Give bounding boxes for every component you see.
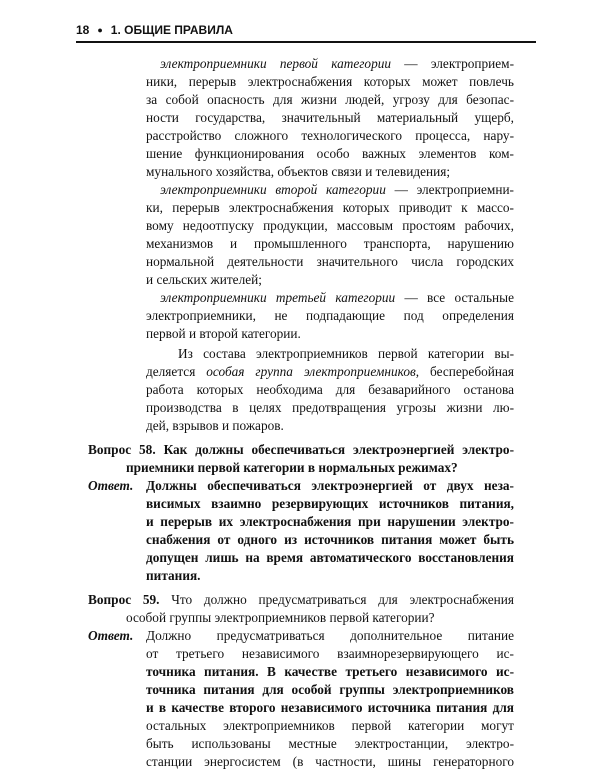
- term-category-3: электроприемники третьей категории: [160, 290, 396, 305]
- answer-59-line: от третьего независимого взаимнорезервирующего ис-: [146, 646, 514, 661]
- term-category-2: электроприемники второй категории: [160, 182, 386, 197]
- definition-line: электроприемники, не подпадающие под определения: [146, 308, 514, 323]
- definition-line: мунального хозяйства, объектов связи и телевидения;: [146, 164, 451, 179]
- paragraph-line: работа которых необходима для безаварийного останова: [146, 382, 514, 397]
- answer-58-line: висимых взаимно резервирующих источников питания,: [146, 496, 514, 511]
- answer-58-line: питания.: [146, 568, 201, 583]
- definition-line: нормальной деятельности значительного числа городских: [146, 254, 514, 269]
- answer-58-line: допущен лишь на время автоматического восстановления: [146, 550, 514, 565]
- running-header: [76, 22, 536, 38]
- answer-58-line: Должны обеспечиваться электроэнергией от двух неза-: [146, 478, 514, 493]
- definition-line: вому недоотпуску продукции, массовым простоям рабочих,: [146, 218, 514, 233]
- term-special-group: особая группа электроприемников: [206, 364, 416, 379]
- paragraph-line: производства в целях предотвращения угрозы жизни лю-: [146, 400, 514, 415]
- question-59-line: особой группы электроприемников первой категории?: [126, 610, 435, 625]
- answer-58-line: снабжения от одного из источников питания может быть: [146, 532, 514, 547]
- definition-line: расстройство сложного технологического процесса, нару-: [146, 128, 514, 143]
- term-category-1: электроприемники первой категории: [160, 56, 392, 71]
- header-bullet: ●: [97, 25, 103, 35]
- definition-line: первой и второй категории.: [146, 326, 301, 341]
- question-59-line: Вопрос 59. Что должно предусматриваться для электроснабжения: [88, 592, 514, 607]
- paragraph-line: деляется особая группа электроприемников, бесперебойная: [146, 364, 514, 379]
- definition-line: электроприемники второй категории — электроприемни-: [160, 182, 514, 197]
- answer-58-label: Ответ.: [88, 478, 134, 493]
- chapter-title: 1. ОБЩИЕ ПРАВИЛА: [110, 23, 233, 37]
- paragraph-line: дей, взрывов и пожаров.: [146, 418, 284, 433]
- answer-59-line: точника питания. В качестве третьего независимого ис-: [146, 664, 514, 679]
- answer-59-line: точника питания для особой группы электроприемников: [146, 682, 514, 697]
- definition-line: и сельских жителей;: [146, 272, 262, 287]
- definition-line: ники, перерыв электроснабжения которых может повлечь: [146, 74, 514, 89]
- definition-line: за собой опасность для жизни людей, угрозу для безопас-: [146, 92, 514, 107]
- answer-59-line: остальных электроприемников первой категории могут: [146, 718, 514, 733]
- question-58-line: Вопрос 58. Как должны обеспечиваться электроэнергией электро-: [88, 442, 514, 457]
- answer-59-line: станции энергосистем (в частности, шины генераторного: [146, 754, 514, 769]
- answer-59-label: Ответ.: [88, 628, 134, 643]
- question-59-label: Вопрос 59.: [88, 592, 160, 607]
- definition-line: шение функционирования особо важных элементов ком-: [146, 146, 514, 161]
- answer-59-line: быть использованы местные электростанции, электро-: [146, 736, 514, 750]
- question-58-label: Вопрос 58.: [88, 442, 156, 457]
- definition-line: ки, перерыв электроснабжения которых приводит к массо-: [146, 200, 514, 215]
- definition-line: механизмов и промышленного транспорта, нарушению: [146, 236, 514, 251]
- answer-58-line: и перерыв их электроснабжения при нарушении электро-: [146, 514, 514, 529]
- definition-line: электроприемники третьей категории — все остальные: [160, 290, 515, 305]
- header-rule: [76, 41, 536, 43]
- answer-59-line: Должно предусматриваться дополнительное питание: [146, 628, 514, 643]
- question-58-line: приемники первой категории в нормальных режимах?: [126, 460, 458, 475]
- page-number: 18: [76, 23, 90, 37]
- paragraph-line: Из состава электроприемников первой категории вы-: [178, 346, 514, 361]
- answer-59-line: и в качестве второго независимого источника питания для: [146, 700, 514, 715]
- definition-line: ности государства, значительный материальный ущерб,: [146, 110, 514, 125]
- definition-line: электроприемники первой категории — электроприем-: [160, 56, 515, 71]
